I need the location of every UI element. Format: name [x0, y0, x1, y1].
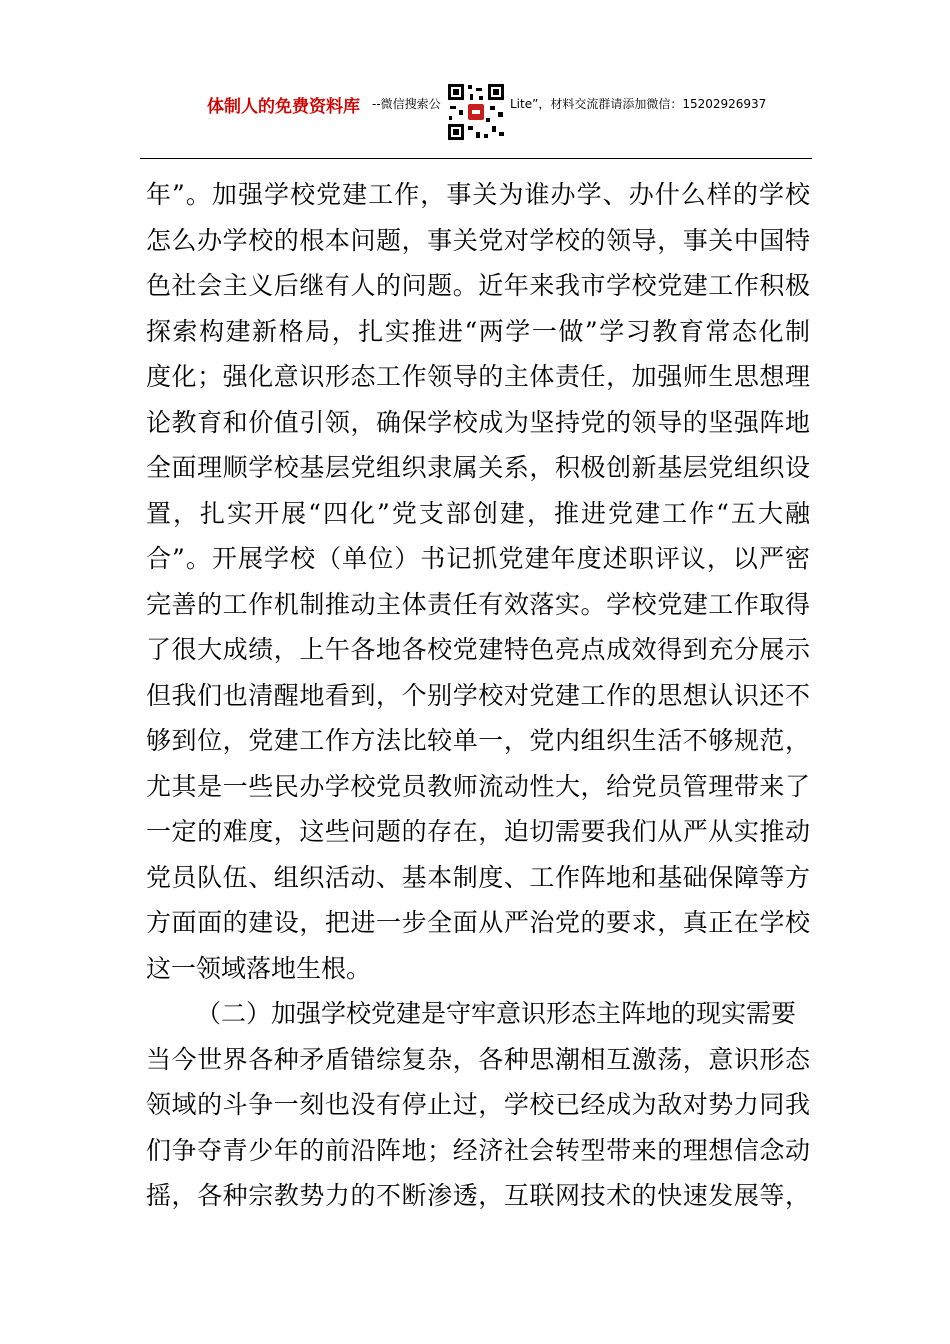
text-line: 色社会主义后继有人的问题。近年来我市学校党建工作积极 — [146, 271, 810, 300]
section-heading: （二）加强学校党建是守牢意识形态主阵地的现实需要 — [196, 999, 797, 1028]
text-line: 年”。加强学校党建工作，事关为谁办学、办什么样的学校 — [146, 180, 810, 209]
text-line: 方面面的建设，把进一步全面从严治党的要求，真正在学校 — [146, 908, 810, 937]
text-line: 论教育和价值引领，确保学校成为坚持党的领导的坚强阵地 — [146, 407, 810, 437]
text-line: 党员队伍、组织活动、基本制度、工作阵地和基础保障等方 — [146, 862, 810, 892]
text-line: 全面理顺学校基层党组织隶属关系，积极创新基层党组织设 — [146, 453, 810, 482]
brand-title: 体制人的免费资料库 — [207, 97, 360, 117]
text-line: 怎么办学校的根本问题，事关党对学校的领导，事关中国特 — [146, 225, 810, 255]
text-line: 但我们也清醒地看到，个别学校对党建工作的思想认识还不 — [146, 680, 810, 710]
text-line: 这一领域落地生根。 — [146, 953, 372, 983]
header-divider — [140, 158, 812, 159]
text-line: 领域的斗争一刻也没有停止过，学校已经成为敌对势力同我 — [146, 1090, 810, 1119]
qr-code-icon — [446, 82, 506, 142]
text-line: 们争夺青少年的前沿阵地；经济社会转型带来的理想信念动 — [146, 1135, 810, 1165]
text-line: 当今世界各种矛盾错综复杂，各种思潮相互激荡，意识形态 — [146, 1044, 810, 1074]
text-line: 摇，各种宗教势力的不断渗透，互联网技术的快速发展等， — [146, 1181, 810, 1210]
text-line: 置，扎实开展“四化”党支部创建，推进党建工作“五大融 — [146, 498, 810, 528]
contact-info: Lite”，材料交流群请添加微信：15202926937 — [510, 97, 767, 111]
text-line: 合”。开展学校（单位）书记抓党建年度述职评议，以严密 — [146, 544, 810, 573]
document-body — [146, 172, 810, 1219]
text-line: 探索构建新格局，扎实推进“两学一做”学习教育常态化制 — [146, 316, 810, 346]
text-line: 度化；强化意识形态工作领导的主体责任，加强师生思想理 — [146, 362, 810, 391]
text-line: 完善的工作机制推动主体责任有效落实。学校党建工作取得 — [146, 589, 810, 619]
text-line: 了很大成绩，上午各地各校党建特色亮点成效得到充分展示 — [146, 635, 810, 664]
search-hint: --微信搜索公 — [372, 97, 441, 111]
text-line: 尤其是一些民办学校党员教师流动性大，给党员管理带来了 — [146, 771, 810, 801]
text-line: 一定的难度，这些问题的存在，迫切需要我们从严从实推动 — [146, 817, 810, 846]
page-header — [140, 78, 812, 158]
text-line: 够到位，党建工作方法比较单一，党内组织生活不够规范， — [146, 726, 810, 755]
